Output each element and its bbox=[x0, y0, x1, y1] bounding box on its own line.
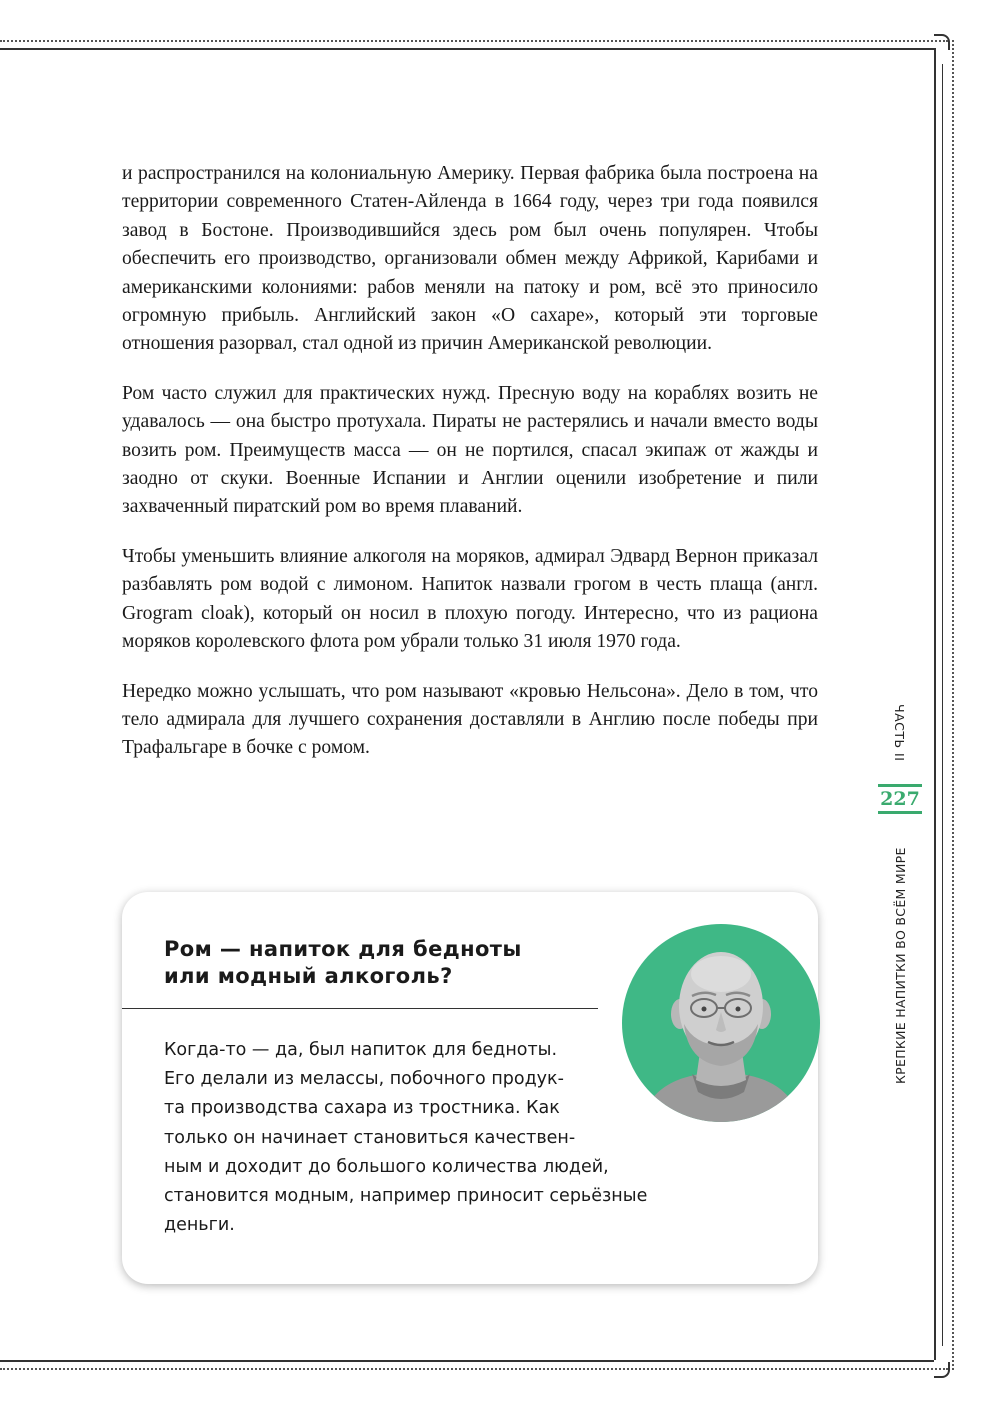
portrait-illustration bbox=[622, 924, 820, 1122]
page-number: 227 bbox=[880, 788, 920, 810]
main-text bbox=[122, 160, 818, 784]
callout-body-line: только он начинает становиться качествен- bbox=[164, 1127, 576, 1148]
frame-bottom-dotted-border bbox=[0, 1368, 948, 1370]
callout-title bbox=[164, 936, 584, 990]
frame-corner-top-right bbox=[934, 34, 950, 50]
part-label: ЧАСТЬ II bbox=[892, 704, 907, 762]
paragraph: и распространился на колониальную Америку. Первая фабрика была построена на территории современного Статен-Айленда в 1664 году, через три года появился завод в Бостоне. Производившийся здесь ром был очень популярен. Чтобы обеспечить его производство, организовали обмен между Африкой, Карибами и американскими колониями: рабов меняли на патоку и ром, всё это приносило огромную прибыль. Английский закон «О сахаре», который эти торговые отношения разорвал, стал одной из причин Американской революции. bbox=[122, 163, 818, 355]
side-running-header bbox=[878, 680, 922, 1100]
frame-bottom-border bbox=[0, 1360, 934, 1362]
callout-body-line: становится модным, например приносит серьёзные bbox=[164, 1186, 648, 1207]
callout-body-line: Когда-то — да, был напиток для бедноты. bbox=[164, 1040, 558, 1060]
callout-title-line: Ром — напиток для бедноты bbox=[164, 937, 522, 961]
frame-right-border bbox=[934, 48, 936, 1360]
callout-body bbox=[164, 1036, 684, 1240]
callout-body-line: деньги. bbox=[164, 1215, 235, 1236]
frame-top-dotted-border bbox=[0, 40, 948, 42]
callout-title-line: или модный алкоголь? bbox=[164, 964, 453, 988]
paragraph: Нередко можно услышать, что ром называют «кровью Нельсона». Дело в том, что тело адмирала для лучшего сохранения доставляли в Англию после победы при Трафальгаре в бочке с ромом. bbox=[122, 680, 818, 759]
callout-divider bbox=[122, 1008, 598, 1009]
callout-body-line: Его делали из мелассы, побочного продук- bbox=[164, 1069, 564, 1090]
page-number-box bbox=[878, 784, 922, 814]
author-portrait bbox=[622, 924, 820, 1122]
frame-right-dotted-border bbox=[952, 40, 954, 1370]
callout-body-line: та производства сахара из тростника. Как bbox=[164, 1098, 560, 1119]
frame-right-inner-border bbox=[942, 64, 943, 1346]
callout-body-line: ным и доходит до большого количества людей, bbox=[164, 1156, 609, 1177]
section-title: КРЕПКИЕ НАПИТКИ ВО ВСЁМ МИРЕ bbox=[893, 847, 908, 1084]
frame-corner-bottom-right bbox=[934, 1362, 950, 1378]
paragraph: Ром часто служил для практических нужд. Пресную воду на кораблях возить не удавалось — она быстро протухала. Пираты не растерялись и начали вместо воды возить ром. Преимуществ масса — он не портился, спасал экипаж от жажды и заодно от скуки. Военные Испании и Англии оценили изобретение и пили захваченный пиратский ром во время плаваний. bbox=[122, 382, 818, 518]
frame-top-border bbox=[0, 48, 934, 50]
paragraph: Чтобы уменьшить влияние алкоголя на моряков, адмирал Эдвард Вернон приказал разбавлять ром водой с лимоном. Напиток назвали грогом в честь плаща (англ. Grogram cloak), который он носил в плохую погоду. Интересно, что из рациона моряков королевского флота ром убрали только 31 июля 1970 года. bbox=[122, 545, 818, 653]
